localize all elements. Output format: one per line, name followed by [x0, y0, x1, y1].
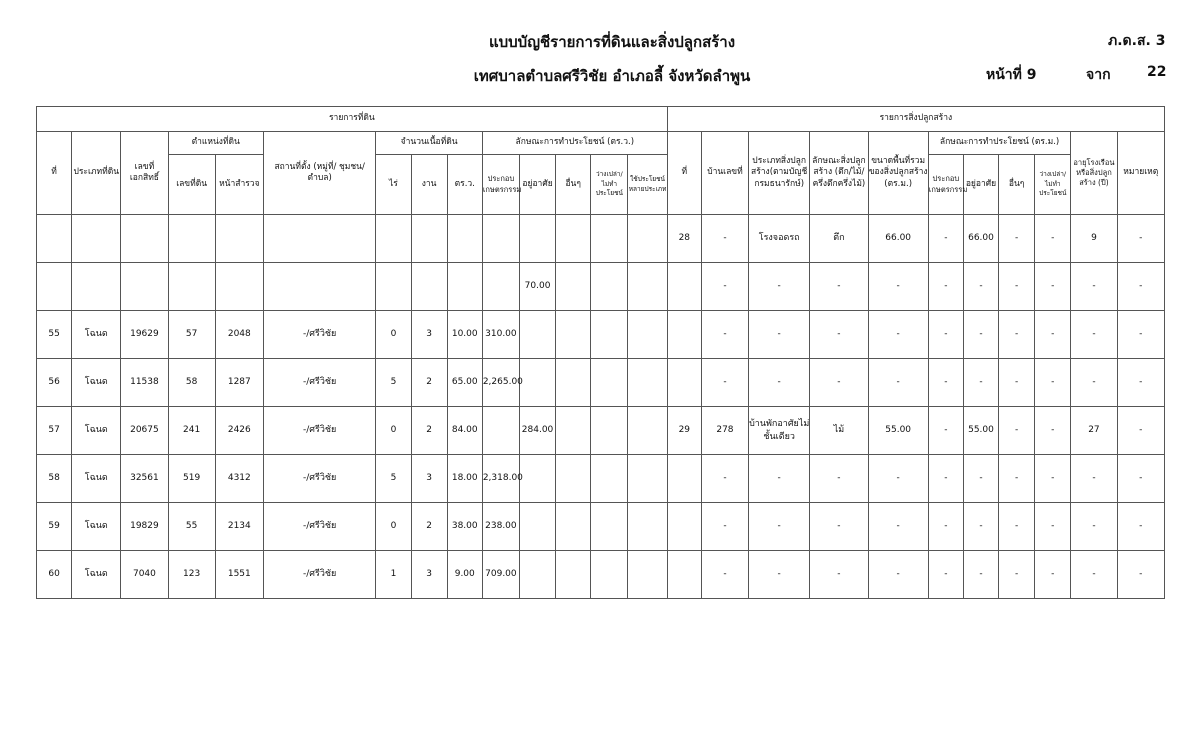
cell-land: 57 — [168, 311, 215, 359]
cell-b-remark: - — [1117, 263, 1164, 311]
cell-vacant — [591, 359, 628, 407]
cell-loc — [263, 215, 375, 263]
page-number: หน้าที่ 9 — [986, 67, 1037, 83]
cell-b-area: - — [868, 359, 928, 407]
cell-b-vacant: - — [1035, 263, 1071, 311]
cell-b-age: 9 — [1071, 215, 1117, 263]
cell-b-other: - — [999, 455, 1035, 503]
cell-b-vacant: - — [1035, 407, 1071, 455]
col-sqwa: ตร.ว. — [447, 155, 482, 215]
cell-vacant — [591, 215, 628, 263]
cell-b-type: - — [749, 503, 810, 551]
cell-no — [37, 263, 72, 311]
cell-b-res: - — [963, 551, 998, 599]
municipality-subtitle: เทศบาลตำบลศรีวิชัย อำเภอลี้ จังหวัดลำพูน — [473, 67, 751, 85]
cell-no: 58 — [37, 455, 72, 503]
cell-res — [519, 455, 555, 503]
cell-doc — [121, 215, 168, 263]
cell-res: 284.00 — [519, 407, 555, 455]
cell-multi — [628, 503, 667, 551]
table-row — [37, 359, 1165, 407]
cell-multi — [628, 215, 667, 263]
cell-other — [556, 503, 591, 551]
cell-b-other: - — [999, 215, 1035, 263]
cell-b-agri: - — [928, 215, 963, 263]
cell-b-age: - — [1071, 359, 1117, 407]
cell-b-house: - — [701, 503, 748, 551]
col-building-agri: ประกอบเกษตรกรรม — [928, 155, 963, 215]
cell-ngan — [411, 263, 447, 311]
cell-agri: 238.00 — [482, 503, 519, 551]
cell-loc — [263, 263, 375, 311]
cell-b-house: - — [701, 551, 748, 599]
cell-survey: 4312 — [215, 455, 263, 503]
cell-b-vacant: - — [1035, 215, 1071, 263]
cell-ngan: 2 — [411, 407, 447, 455]
cell-b-agri: - — [928, 455, 963, 503]
cell-b-house: - — [701, 215, 748, 263]
cell-b-age: - — [1071, 263, 1117, 311]
table-row — [37, 311, 1165, 359]
cell-b-remark: - — [1117, 359, 1164, 407]
cell-b-area: - — [868, 551, 928, 599]
cell-b-no: 29 — [667, 407, 701, 455]
cell-land — [168, 263, 215, 311]
cell-survey: 2048 — [215, 311, 263, 359]
cell-b-type: บ้านพักอาศัยไม่ ชั้นเดียว — [749, 407, 810, 455]
cell-agri: 709.00 — [482, 551, 519, 599]
col-land-multi: ใช้ประโยชน์หลายประเภท — [628, 155, 667, 215]
cell-b-age: - — [1071, 311, 1117, 359]
cell-b-other: - — [999, 551, 1035, 599]
cell-rai: 1 — [376, 551, 411, 599]
cell-loc: -/ศรีวิชัย — [263, 551, 375, 599]
cell-b-other: - — [999, 359, 1035, 407]
cell-doc: 11538 — [121, 359, 168, 407]
col-land-other: อื่นๆ — [556, 155, 591, 215]
cell-res — [519, 215, 555, 263]
cell-b-no — [667, 263, 701, 311]
cell-sqwa: 9.00 — [447, 551, 482, 599]
cell-b-vacant: - — [1035, 455, 1071, 503]
col-building-vacant: ว่างเปล่า/ ไม่ทำประโยชน์ — [1035, 155, 1071, 215]
cell-b-house: - — [701, 359, 748, 407]
cell-vacant — [591, 311, 628, 359]
col-land-vacant: ว่างเปล่า/ ไม่ทำประโยชน์ — [591, 155, 628, 215]
cell-res — [519, 551, 555, 599]
cell-b-nature: - — [810, 503, 868, 551]
page-total: 22 — [1147, 64, 1167, 80]
cell-multi — [628, 311, 667, 359]
cell-b-res: 66.00 — [963, 215, 998, 263]
cell-b-area: - — [868, 455, 928, 503]
col-building-age: อายุโรงเรือนหรือสิ่งปลูกสร้าง (ปี) — [1071, 132, 1117, 215]
cell-rai — [376, 215, 411, 263]
cell-type: โฉนด — [72, 407, 121, 455]
building-section-header: รายการสิ่งปลูกสร้าง — [667, 107, 1164, 132]
cell-vacant — [591, 503, 628, 551]
cell-sqwa: 65.00 — [447, 359, 482, 407]
cell-sqwa — [447, 215, 482, 263]
col-land-number: เลขที่ดิน — [168, 155, 215, 215]
cell-b-remark: - — [1117, 311, 1164, 359]
cell-rai — [376, 263, 411, 311]
cell-type — [72, 263, 121, 311]
cell-b-area: 66.00 — [868, 215, 928, 263]
cell-multi — [628, 407, 667, 455]
cell-sqwa: 10.00 — [447, 311, 482, 359]
cell-b-remark: - — [1117, 503, 1164, 551]
cell-other — [556, 359, 591, 407]
col-land-area: จำนวนเนื้อที่ดิน — [376, 132, 482, 155]
cell-b-age: - — [1071, 551, 1117, 599]
cell-agri: 310.00 — [482, 311, 519, 359]
cell-b-nature: - — [810, 359, 868, 407]
cell-land: 519 — [168, 455, 215, 503]
cell-sqwa: 18.00 — [447, 455, 482, 503]
cell-rai: 0 — [376, 311, 411, 359]
col-rai: ไร่ — [376, 155, 411, 215]
col-building-other: อื่นๆ — [999, 155, 1035, 215]
page-from-label: จาก — [1086, 67, 1111, 83]
col-land-type: ประเภทที่ดิน — [72, 132, 121, 215]
cell-other — [556, 407, 591, 455]
cell-b-area: - — [868, 503, 928, 551]
col-land-residential: อยู่อาศัย — [519, 155, 555, 215]
cell-b-agri: - — [928, 503, 963, 551]
cell-no — [37, 215, 72, 263]
cell-type — [72, 215, 121, 263]
col-land-agri: ประกอบเกษตรกรรม — [482, 155, 519, 215]
cell-multi — [628, 455, 667, 503]
cell-b-res: - — [963, 359, 998, 407]
cell-b-nature: ไม้ — [810, 407, 868, 455]
cell-other — [556, 551, 591, 599]
form-code: ภ.ด.ส. 3 — [1108, 33, 1166, 49]
col-remark: หมายเหตุ — [1117, 132, 1164, 215]
cell-ngan: 3 — [411, 311, 447, 359]
cell-land: 241 — [168, 407, 215, 455]
cell-agri — [482, 407, 519, 455]
col-building-type: ประเภทสิ่งปลูกสร้าง(ตามบัญชีกรมธนารักษ์) — [749, 132, 810, 215]
cell-vacant — [591, 407, 628, 455]
cell-sqwa: 38.00 — [447, 503, 482, 551]
cell-survey: 1551 — [215, 551, 263, 599]
cell-land: 123 — [168, 551, 215, 599]
cell-b-remark: - — [1117, 455, 1164, 503]
col-survey-page: หน้าสำรวจ — [215, 155, 263, 215]
cell-loc: -/ศรีวิชัย — [263, 503, 375, 551]
cell-b-house: - — [701, 263, 748, 311]
cell-b-age: - — [1071, 503, 1117, 551]
cell-land: 58 — [168, 359, 215, 407]
table-row — [37, 503, 1165, 551]
cell-b-type: - — [749, 263, 810, 311]
cell-b-agri: - — [928, 551, 963, 599]
cell-type: โฉนด — [72, 503, 121, 551]
table-row — [37, 407, 1165, 455]
cell-res — [519, 311, 555, 359]
cell-b-no — [667, 311, 701, 359]
cell-b-vacant: - — [1035, 311, 1071, 359]
cell-type: โฉนด — [72, 551, 121, 599]
table-row — [37, 551, 1165, 599]
cell-b-other: - — [999, 407, 1035, 455]
cell-rai: 0 — [376, 407, 411, 455]
cell-agri: 2,265.00 — [482, 359, 519, 407]
cell-b-res: - — [963, 503, 998, 551]
col-land-no: ที่ — [37, 132, 72, 215]
cell-survey — [215, 215, 263, 263]
col-house-no: บ้านเลขที่ — [701, 132, 748, 215]
cell-vacant — [591, 551, 628, 599]
cell-b-remark: - — [1117, 551, 1164, 599]
cell-type: โฉนด — [72, 455, 121, 503]
cell-no: 56 — [37, 359, 72, 407]
document-title: แบบบัญชีรายการที่ดินและสิ่งปลูกสร้าง — [488, 33, 736, 51]
cell-b-no — [667, 359, 701, 407]
cell-ngan: 3 — [411, 455, 447, 503]
cell-b-res: - — [963, 455, 998, 503]
cell-doc: 20675 — [121, 407, 168, 455]
cell-loc: -/ศรีวิชัย — [263, 455, 375, 503]
col-location: สถานที่ตั้ง (หมู่ที่/ ชุมชน/ ตำบล) — [263, 132, 375, 215]
col-ngan: งาน — [411, 155, 447, 215]
cell-b-area: - — [868, 311, 928, 359]
land-building-ledger-table — [36, 106, 1165, 599]
cell-sqwa: 84.00 — [447, 407, 482, 455]
cell-land — [168, 215, 215, 263]
cell-b-type: - — [749, 359, 810, 407]
table-row — [37, 455, 1165, 503]
col-building-area: ขนาดพื้นที่รวมของสิ่งปลูกสร้าง (ตร.ม.) — [868, 132, 928, 215]
cell-b-agri: - — [928, 263, 963, 311]
cell-b-type: - — [749, 311, 810, 359]
cell-other — [556, 215, 591, 263]
cell-multi — [628, 551, 667, 599]
cell-rai: 5 — [376, 359, 411, 407]
cell-b-agri: - — [928, 359, 963, 407]
cell-loc: -/ศรีวิชัย — [263, 359, 375, 407]
col-building-residential: อยู่อาศัย — [963, 155, 998, 215]
cell-b-vacant: - — [1035, 359, 1071, 407]
cell-sqwa — [447, 263, 482, 311]
table-row — [37, 215, 1165, 263]
cell-ngan: 2 — [411, 503, 447, 551]
cell-vacant — [591, 455, 628, 503]
cell-b-nature: - — [810, 551, 868, 599]
cell-b-remark: - — [1117, 215, 1164, 263]
cell-b-age: - — [1071, 455, 1117, 503]
cell-survey: 1287 — [215, 359, 263, 407]
cell-b-vacant: - — [1035, 503, 1071, 551]
cell-multi — [628, 263, 667, 311]
land-section-header: รายการที่ดิน — [37, 107, 668, 132]
cell-loc: -/ศรีวิชัย — [263, 407, 375, 455]
cell-other — [556, 311, 591, 359]
cell-b-agri: - — [928, 407, 963, 455]
cell-agri: 2,318.00 — [482, 455, 519, 503]
cell-b-other: - — [999, 311, 1035, 359]
col-land-usage: ลักษณะการทำประโยชน์ (ตร.ว.) — [482, 132, 667, 155]
cell-b-remark: - — [1117, 407, 1164, 455]
cell-b-house: - — [701, 311, 748, 359]
cell-b-house: - — [701, 455, 748, 503]
cell-no: 55 — [37, 311, 72, 359]
cell-b-other: - — [999, 503, 1035, 551]
cell-res — [519, 359, 555, 407]
cell-b-house: 278 — [701, 407, 748, 455]
cell-agri — [482, 263, 519, 311]
cell-b-type: - — [749, 551, 810, 599]
cell-other — [556, 263, 591, 311]
cell-b-res: - — [963, 263, 998, 311]
cell-b-other: - — [999, 263, 1035, 311]
cell-land: 55 — [168, 503, 215, 551]
col-building-nature: ลักษณะสิ่งปลูกสร้าง (ตึก/ไม้/ ครึ่งตึกครึ่งไม้) — [810, 132, 868, 215]
cell-no: 59 — [37, 503, 72, 551]
cell-b-res: 55.00 — [963, 407, 998, 455]
col-doc-no: เลขที่เอกสิทธิ์ — [121, 132, 168, 215]
cell-b-area: 55.00 — [868, 407, 928, 455]
cell-rai: 5 — [376, 455, 411, 503]
cell-doc: 19629 — [121, 311, 168, 359]
cell-b-age: 27 — [1071, 407, 1117, 455]
col-building-no: ที่ — [667, 132, 701, 215]
cell-b-no — [667, 551, 701, 599]
cell-ngan — [411, 215, 447, 263]
cell-multi — [628, 359, 667, 407]
cell-ngan: 3 — [411, 551, 447, 599]
col-building-usage: ลักษณะการทำประโยชน์ (ตร.ม.) — [928, 132, 1071, 155]
cell-b-no — [667, 503, 701, 551]
cell-doc: 7040 — [121, 551, 168, 599]
cell-no: 60 — [37, 551, 72, 599]
table-row — [37, 263, 1165, 311]
cell-b-nature: - — [810, 311, 868, 359]
cell-b-nature: - — [810, 455, 868, 503]
cell-b-vacant: - — [1035, 551, 1071, 599]
cell-ngan: 2 — [411, 359, 447, 407]
cell-rai: 0 — [376, 503, 411, 551]
cell-agri — [482, 215, 519, 263]
cell-b-res: - — [963, 311, 998, 359]
col-land-position: ตำแหน่งที่ดิน — [168, 132, 263, 155]
cell-b-agri: - — [928, 311, 963, 359]
cell-survey — [215, 263, 263, 311]
cell-doc: 32561 — [121, 455, 168, 503]
cell-b-no — [667, 455, 701, 503]
cell-b-nature: - — [810, 263, 868, 311]
cell-survey: 2426 — [215, 407, 263, 455]
cell-b-type: โรงจอดรถ — [749, 215, 810, 263]
cell-b-nature: ตึก — [810, 215, 868, 263]
cell-res: 70.00 — [519, 263, 555, 311]
cell-b-area: - — [868, 263, 928, 311]
cell-loc: -/ศรีวิชัย — [263, 311, 375, 359]
cell-type: โฉนด — [72, 311, 121, 359]
cell-no: 57 — [37, 407, 72, 455]
cell-doc — [121, 263, 168, 311]
cell-survey: 2134 — [215, 503, 263, 551]
cell-other — [556, 455, 591, 503]
cell-res — [519, 503, 555, 551]
ledger-body — [37, 215, 1165, 599]
cell-vacant — [591, 263, 628, 311]
cell-doc: 19829 — [121, 503, 168, 551]
cell-type: โฉนด — [72, 359, 121, 407]
cell-b-type: - — [749, 455, 810, 503]
cell-b-no: 28 — [667, 215, 701, 263]
